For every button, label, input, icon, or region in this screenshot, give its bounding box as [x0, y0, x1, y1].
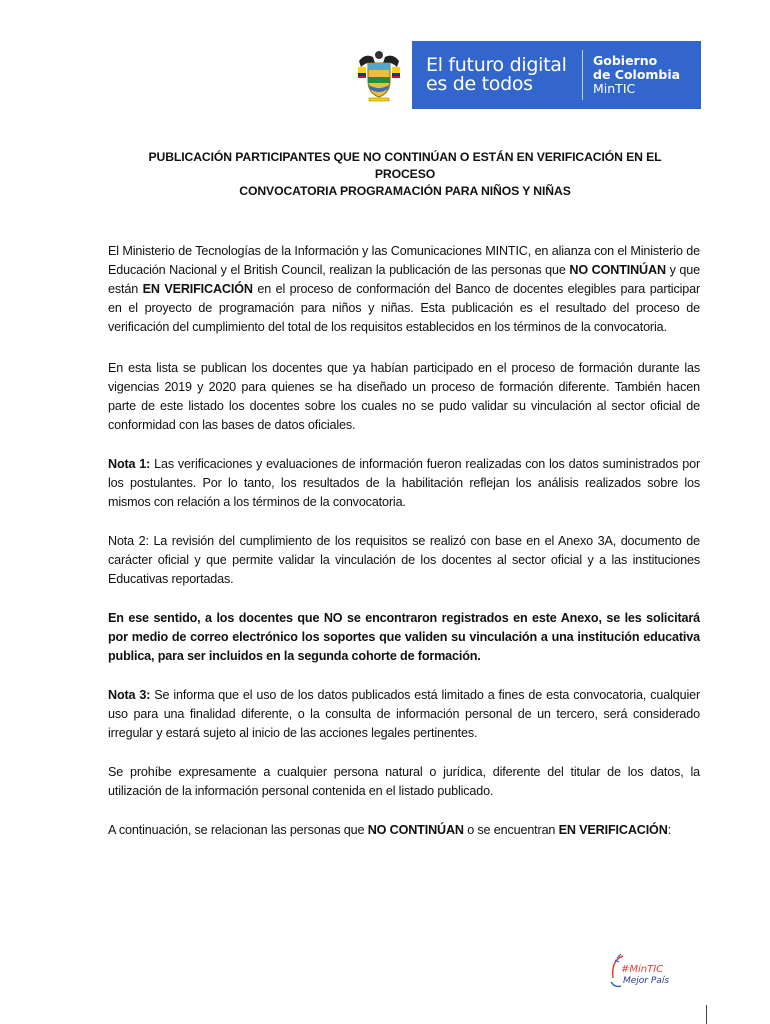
nota-1-label: Nota 1:: [108, 457, 151, 471]
paragraph-text: Las verificaciones y evaluaciones de información fueron realizadas con los datos suministrados por los postulantes. Por lo tanto, los resultados de la habilitación reflejan los análisis realizados sobre los mismos con relación a los términos de la convocatoria.: [108, 457, 700, 509]
mintic-mejor-pais-logo-icon: [607, 948, 671, 994]
page-edge-mark: [706, 1005, 707, 1024]
gov-line-3: MinTIC: [593, 81, 636, 96]
emphasis-en-verificacion: EN VERIFICACIÓN: [558, 823, 668, 837]
paragraph-nota-1: [108, 455, 700, 512]
shield-box: [346, 41, 412, 109]
paragraph-text: El Ministerio de Tecnologías de la Información y las Comunicaciones MINTIC, en alianza con el Ministerio de Educación Nacional y el British Council, realizan la publicación de las personas que: [108, 244, 700, 277]
slogan: [426, 56, 576, 94]
paragraph-continuacion: [108, 821, 700, 840]
logo-line-1: #MinTIC: [621, 964, 664, 975]
paragraph-text: o se encuentran: [463, 823, 559, 837]
document-body: [108, 242, 700, 859]
paragraph-text: Se informa que el uso de los datos publicados está limitado a fines de esta convocatoria, cualquier uso para una finalidad diferente, o la consulta de información personal de un tercero, será considerado irregular y estará sujeto al inicio de las acciones legales pertinentes.: [108, 688, 700, 740]
government-label: [593, 54, 680, 96]
gov-line-2: de Colombia: [593, 67, 681, 82]
paragraph-text: :: [667, 823, 672, 837]
paragraph-solicitud: En ese sentido, a los docentes que NO se encontraron registrados en este Anexo, se les solicitará por medio de correo electrónico los soportes que validen su vinculación a una institución educativa publica, para ser incluidos en la segunda cohorte de formación.: [108, 611, 700, 663]
logo-line-2: Mejor País: [623, 976, 670, 986]
header-banner: [346, 41, 701, 109]
paragraph-nota-3: [108, 686, 700, 743]
paragraph-text: y que están: [108, 263, 700, 296]
title-line-2: PROCESO: [374, 167, 436, 181]
emphasis-no-continuan: NO CONTINÚAN: [367, 823, 464, 837]
paragraph-text: A continuación, se relacionan las personas que: [108, 823, 368, 837]
paragraph-intro: [108, 242, 700, 337]
paragraph-text: en el proceso de conformación del Banco de docentes elegibles para participar en el proyecto de programación para niños y niñas. Esta publicación es el resultado del proceso de verificación del cumplimiento del total de los requisitos establecidos en los términos de la convocatoria.: [108, 282, 700, 334]
banner-divider: [582, 50, 583, 100]
paragraph-prohibicion: Se prohíbe expresamente a cualquier persona natural o jurídica, diferente del titular de los datos, la utilización de la información personal contenida en el listado publicado.: [108, 765, 700, 798]
title-line-3: CONVOCATORIA PROGRAMACIÓN PARA NIÑOS Y NIÑAS: [239, 184, 571, 198]
emphasis-no-continuan: NO CONTINÚAN: [569, 263, 666, 277]
slogan-line-1: El futuro digital: [426, 54, 567, 76]
paragraph-nota-2: Nota 2: La revisión del cumplimiento de los requisitos se realizó con base en el Anexo 3A, documento de carácter oficial y que permite validar la vinculación de los docentes al sector oficial y a las instituciones Educativas reportadas.: [108, 534, 700, 586]
slogan-line-2: es de todos: [426, 73, 533, 95]
emphasis-en-verificacion: EN VERIFICACIÓN: [142, 282, 253, 296]
paragraph-list-scope: En esta lista se publican los docentes que ya habían participado en el proceso de formación durante las vigencias 2019 y 2020 para quienes se ha diseñado un proceso de formación diferente. También hacen parte de este listado los docentes sobre los cuales no se pudo validar su vinculación al sector oficial de conformidad con las bases de datos oficiales.: [108, 361, 700, 432]
title-line-1: PUBLICACIÓN PARTICIPANTES QUE NO CONTINÚAN O ESTÁN EN VERIFICACIÓN EN EL: [148, 150, 662, 164]
document-title: [108, 149, 702, 200]
gov-line-1: Gobierno: [593, 53, 658, 68]
colombia-coat-of-arms-icon: [355, 47, 403, 103]
nota-3-label: Nota 3:: [108, 688, 151, 702]
